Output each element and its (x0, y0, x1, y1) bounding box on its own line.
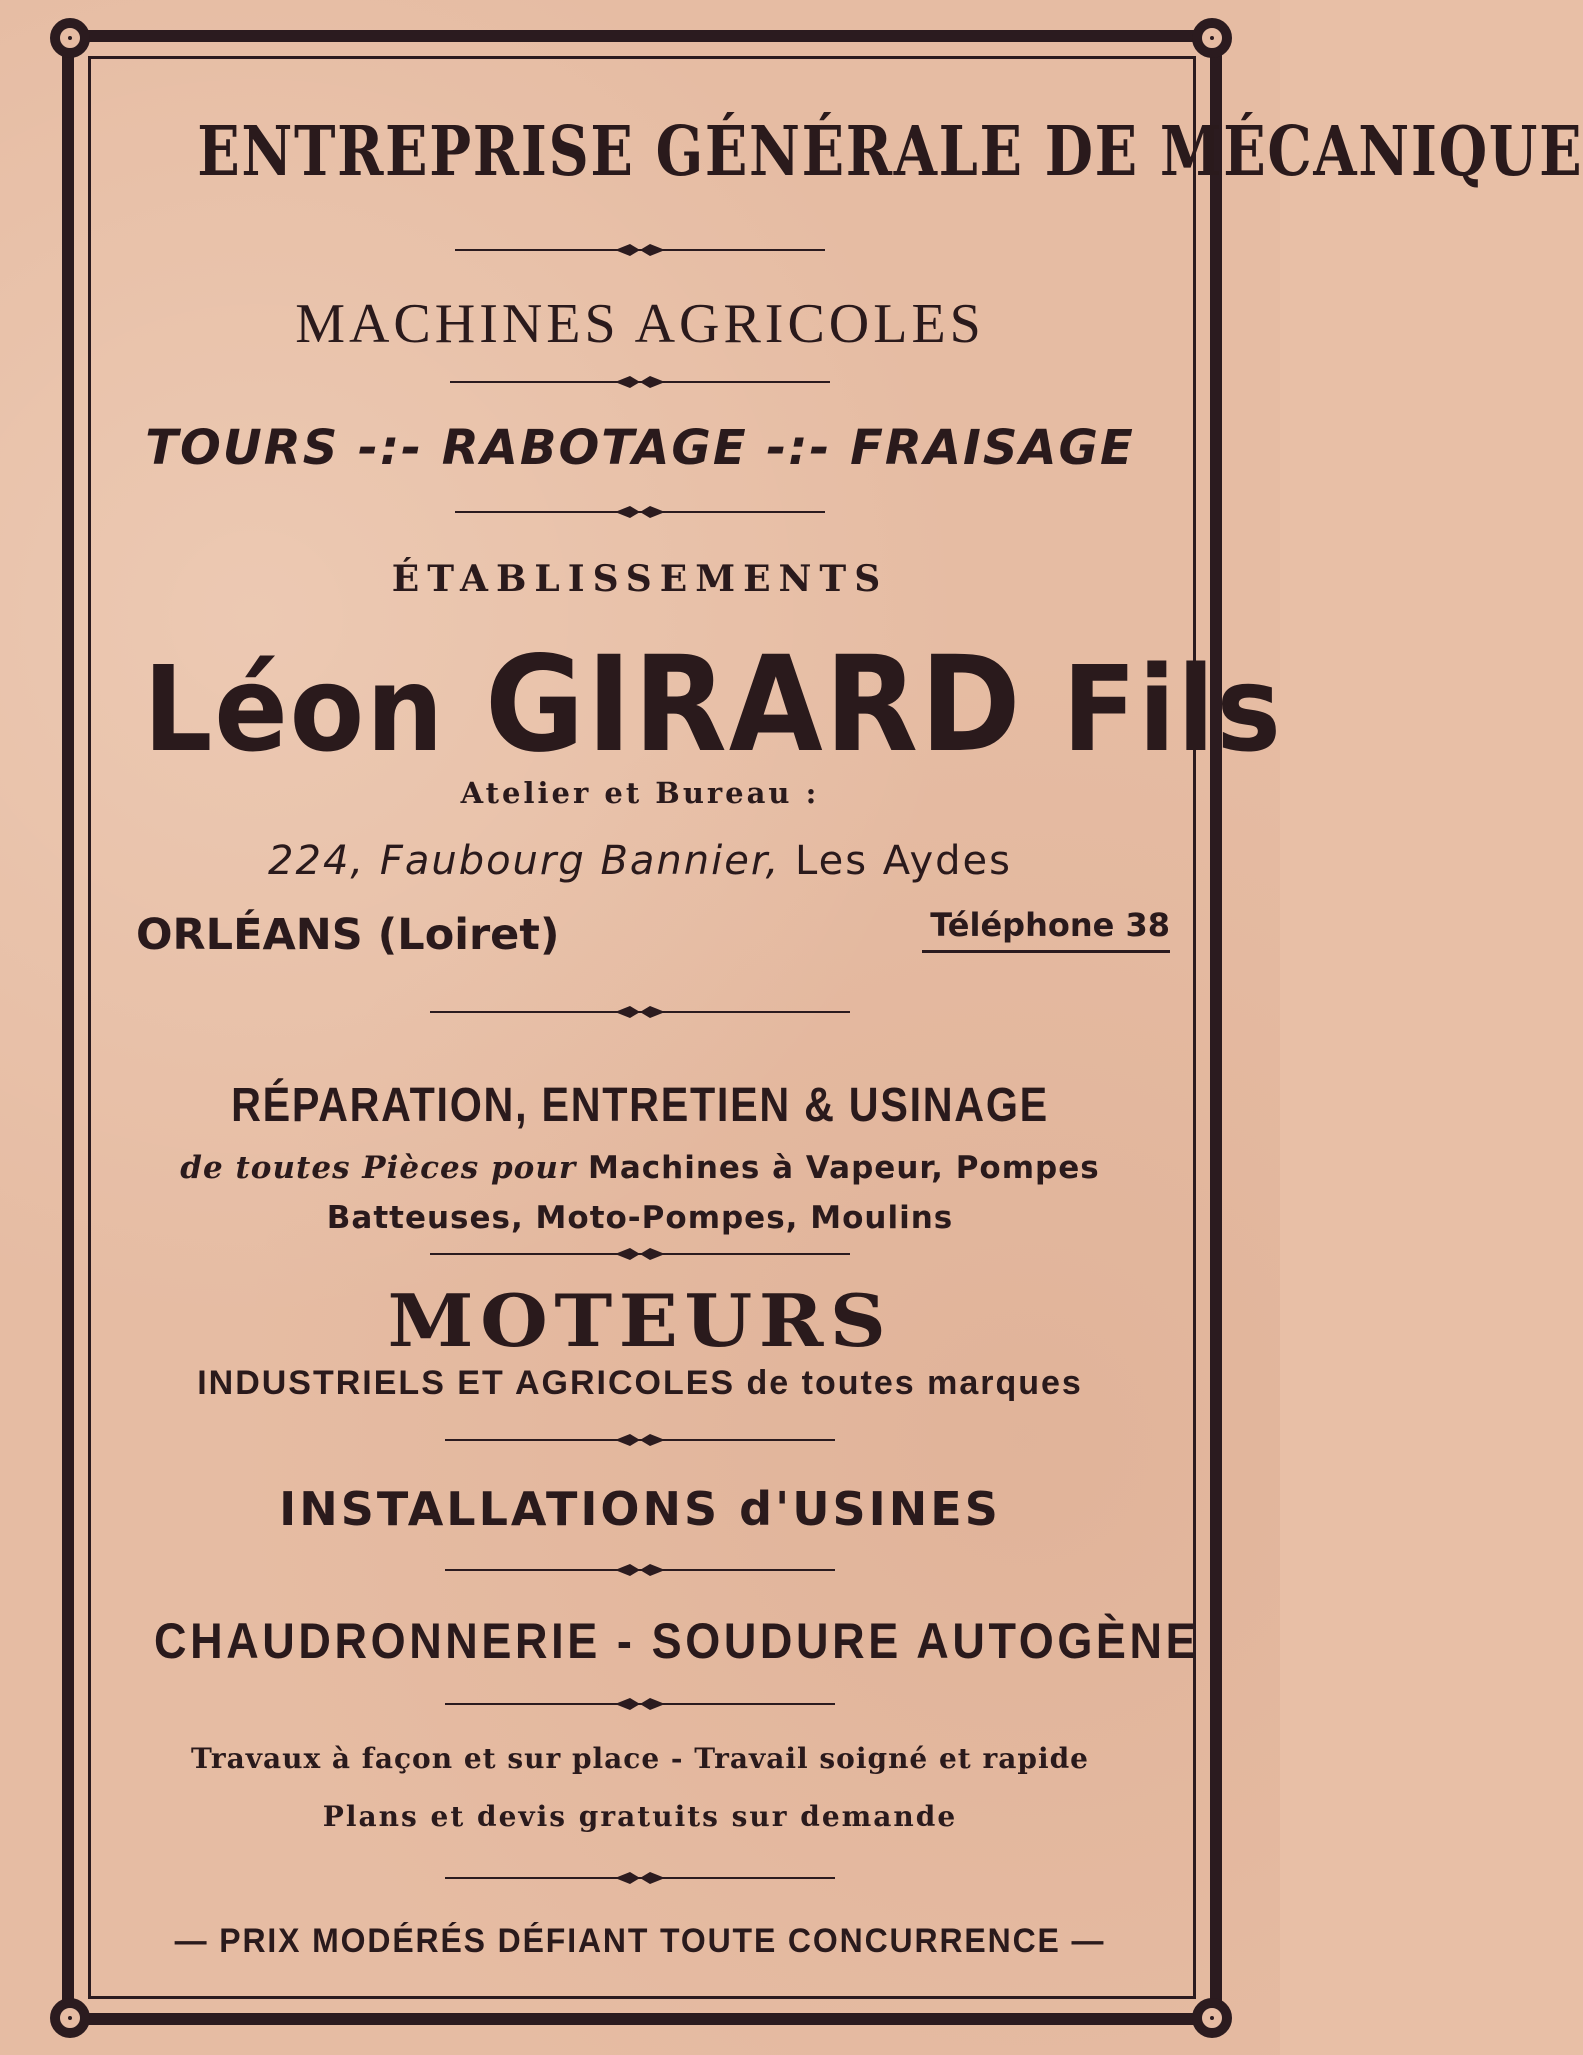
divider (455, 504, 825, 520)
address (100, 838, 1180, 884)
footer-line-1: Travaux à façon et sur place - Travail soigné et rapide (191, 1742, 1089, 1775)
services: TOURS -:- RABOTAGE -:- FRAISAGE (145, 420, 1135, 476)
workshop-label: Atelier et Bureau : (460, 776, 820, 810)
phone: Téléphone 38 (922, 906, 1170, 953)
installations: INSTALLATIONS d'USINES (279, 1482, 1001, 1536)
divider (450, 374, 830, 390)
boilers: CHAUDRONNERIE - SOUDURE AUTOGÈNE (154, 1613, 1200, 1669)
engines-heading: MOTEURS (387, 1278, 893, 1363)
corner-ornament-top-right (1192, 18, 1232, 58)
corner-ornament-bottom-left (50, 1998, 90, 2038)
prices-slogan: — PRIX MODÉRÉS DÉFIANT TOUTE CONCURRENCE — (174, 1922, 1106, 1960)
city: ORLÉANS (Loiret) (136, 910, 560, 960)
repair-line-1 (100, 1150, 1180, 1186)
establishments-label: ÉTABLISSEMENTS (391, 558, 889, 600)
corner-ornament-top-left (50, 18, 90, 58)
address-street: 224, Faubourg Bannier, (268, 838, 781, 884)
repair-line-2: Batteuses, Moto-Pompes, Moulins (326, 1200, 954, 1236)
company-name-main: GIRARD (484, 628, 1023, 782)
subtitle: MACHINES AGRICOLES (295, 293, 985, 355)
repair-line-1-italic: de toutes Pièces pour (180, 1150, 577, 1186)
engines-subheading: INDUSTRIELS ET AGRICOLES de toutes marques (197, 1364, 1083, 1402)
advertisement (100, 70, 1583, 1990)
divider (430, 1246, 850, 1262)
company-name (143, 628, 1283, 782)
divider (445, 1696, 835, 1712)
footer-line-2: Plans et devis gratuits sur demande (322, 1800, 958, 1833)
repair-heading: RÉPARATION, ENTRETIEN & USINAGE (231, 1079, 1049, 1132)
divider (445, 1432, 835, 1448)
company-name-first: Léon (143, 640, 446, 778)
title: ENTREPRISE GÉNÉRALE DE MÉCANIQUE (197, 112, 1583, 192)
address-place: Les Aydes (795, 838, 1012, 884)
divider (445, 1870, 835, 1886)
divider (430, 1004, 850, 1020)
divider (455, 242, 825, 258)
company-name-suffix: Fils (1062, 640, 1283, 778)
repair-line-1-rest: Machines à Vapeur, Pompes (588, 1150, 1100, 1186)
corner-ornament-bottom-right (1192, 1998, 1232, 2038)
divider (445, 1562, 835, 1578)
